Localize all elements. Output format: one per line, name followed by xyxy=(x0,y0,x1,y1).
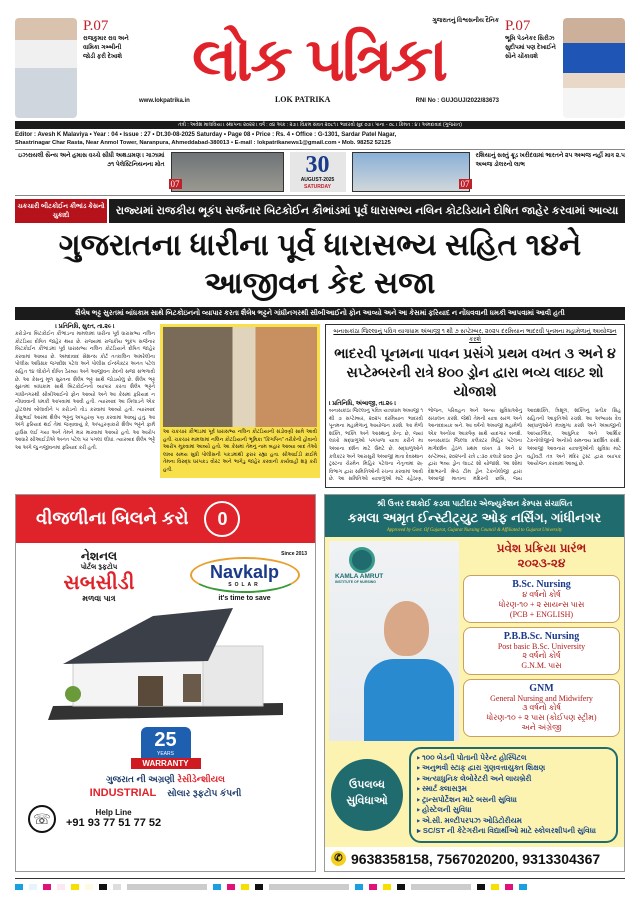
left-teaser[interactable] xyxy=(83,18,133,62)
kamla-logo-icon xyxy=(349,547,375,573)
facility-item: ▸ સ્માર્ટ ક્લાસરૂમ xyxy=(417,784,467,794)
text-line: હોસ્ટેલની સુવિધા xyxy=(421,805,472,815)
lead-text-column xyxy=(15,324,155,453)
facility-item: ▸ અત્યાધુનિક લેબોરેટરી અને લાયબ્રેરી xyxy=(417,773,532,783)
facility-item: ▸ એ.સી. મલ્ટીપરપઝ ઓડિટોરીયમ xyxy=(417,815,522,825)
nurse-uniform xyxy=(364,659,454,741)
phone-numbers[interactable]: 9638358158, 7567020200, 9313304367 xyxy=(351,850,601,867)
since-label: Since 2013 xyxy=(281,550,307,557)
text-line: અને અંગ્રેજી xyxy=(521,722,562,732)
tag1b: રેસીડેન્શીયલ xyxy=(177,773,225,784)
lead-top xyxy=(15,199,625,223)
text-line: SC/ST ની કેટેગરીના વિદ્યાર્થીઓ માટે સ્કોલરશીપની સુવિધા xyxy=(422,826,596,836)
lead-kicker: ચકચારી બીટકોઈન કૌભાંડ કેસનો ચુકાદો xyxy=(15,199,107,223)
teaser-2-text[interactable]: રશિયાનું સસ્તું ક્રૂડ ખરીદવામાં ભારતને ૨૫ અબજ નહીં માત્ર ૨.૫ અબજ ડોલરનો લાભ xyxy=(475,153,625,168)
text-line: GNM xyxy=(529,682,554,694)
tag2b: સોલાર રૂફટોપ કંપની xyxy=(167,787,242,798)
lead-body: કરોડોના બિટકોઈન કૌભાંડના મામલામાં ધારીના પૂર્વ ધારાસભ્ય નલિન કોટડિયા દોષિત જાહેર થયા છે. રાજ્યમાં રાજકીય ભૂકંપ સર્જનાર બિટકોઈન કૌભાંડમાં પૂર્વ ધારાસભ્ય નલિન કોટડિયાને દોષિત જાહેર કરવામાં આવ્યા છે. અમદાવાદ સેશન્સ કોર્ટ તત્કાલિન અમરેલીના પોલીસ અધિક્ષક જગદીશ પટેલ અને પોલીસ ઈન્સ્પેક્ટર અનંત પટેલ સહિત ૧૪ લોકોને દોષિત ઠેરવ્યા અને આજીવન કેદની સજા સંભળાવી છે. આ કેસનું મૂળ સુરતના શૈલેષ ભટ્ટ સાથે જોડાયેલું છે. શૈલેષ ભટ્ટ સુરતમાં બાંધકામ સાથે બિટકોઈનનો વ્યાપાર કરતા શૈલેષ ભટ્ટને ગાંધીનગરથી સીબીઆઈનો ફોન આવ્યો અને આ કેસમાં ફરિયાદ ન નોંધવવાની ધમકી આપવામાં આવી હતી. ત્યારબાદ આ ખિલાડને એક હોટલમાં બોલાવીને ૫ કરોડનો તોડ કરવામાં આવ્યો હતો. ત્યારબાદ કેસુભાઈ આરમાં શૈલેષ ભટ્ટનું અપહરણ પણ કરવામાં આવ્યું હતું. આ અંગે ફરિયાદ થઈ તેમાં જણાવાયું કે, અપહરણકારો શૈલેષ ભટ્ટને ફાર્મ હાઉસ લઈ ગયા અને તેમને માર મારવામાં આવ્યો હતો. આ આરોપ આધારે સીઆઈડીએ અનંત પટેલ પર પગલાં લીધાં. ત્યારબાદ શૈલેષ ભટ્ટે આ અંગે જુ નજીવનમાં ફરિયાદ કરી હતી. xyxy=(15,331,155,451)
divider xyxy=(15,878,625,879)
text-line: ૪ વર્ષનો કોર્ષ xyxy=(522,589,561,599)
nursing-title: કમલા અમૃત ઈન્સ્ટીટ્યુટ ઓફ નર્સિંગ, ગાંધીનગર xyxy=(347,509,602,525)
kamla-logo xyxy=(329,541,459,590)
navkalp-logo xyxy=(190,557,300,593)
model-photo-right xyxy=(563,18,625,118)
text-line: અનુભવી સ્ટાફ દ્વારા ગુણવત્તાયુક્ત શિક્ષણ xyxy=(421,763,546,773)
name-english: LOK PATRIKA xyxy=(274,95,331,104)
logo-text-2: INSTITUTE OF NURSING xyxy=(335,579,377,584)
teaser-1-text[interactable]: ઇઝરાયલી સૈન્ય અને હમાસ વચ્ચે સીધી અથડામણ । ગાઝામાં ૭૧ પેલેસ્ટિનિયનના મોત xyxy=(18,153,165,168)
facility-item: ▸ SC/ST ની કેટેગરીના વિદ્યાર્થીઓ માટે સ્કોલરશીપની સુવિધા xyxy=(417,826,596,836)
tagline: ગુજરાતનું વિશ્વસનીય દૈનિક xyxy=(432,18,499,24)
story2-headline[interactable]: ભાદરવી પૂનમના પાવન પ્રસંગે પ્રથમ વખત ૩ અને ૪ સપ્ટેમ્બરની રાત્રે ૪૦૦ ડ્રોન દ્વારા ભવ્ય લાઇટ શો યોજાશે xyxy=(334,345,616,399)
masthead-center xyxy=(139,18,499,104)
text-line: Post basic B.Sc. University xyxy=(497,641,586,651)
course-gnm xyxy=(463,679,620,737)
story2-dateline: । પ્રતિનિધિ, અંબાજી, તા.૨૯ । xyxy=(329,401,397,407)
model-photo-left xyxy=(15,18,77,118)
nursing-phones[interactable] xyxy=(325,847,624,871)
teaser-1-image[interactable] xyxy=(171,152,284,192)
text-line: ૩ વર્ષનો કોર્ષ xyxy=(522,702,561,712)
text-line: General Nursing and Midwifery xyxy=(490,693,593,703)
warranty-badge xyxy=(131,727,201,769)
text-line: ૧૦૦ બેડની પોતાની પેરેન્ટ હોસ્પિટલ xyxy=(421,752,527,762)
subsidy-line1: નેશનલ xyxy=(80,548,118,563)
teaser-2-image[interactable] xyxy=(352,152,470,192)
text-line: ધોરણ-૧૦ + ૨ પાસ (કોઈપણ સ્ટ્રીમ) xyxy=(486,712,597,722)
text-line: ૨ વર્ષનો કોર્ષ xyxy=(522,650,561,660)
text-line: ધોરણ-૧૦ + ૨ સાયન્સ પાસ xyxy=(498,599,585,609)
phone-icon: ☏ xyxy=(28,805,56,833)
stories-row xyxy=(15,324,625,488)
text-line: (PCB + ENGLISH) xyxy=(509,609,574,619)
nursing-approved: Approved by Govt. Of Gujarat, Gujarat Nursing Council & Affiliated to Gujarat University xyxy=(386,527,563,533)
text-line: એ.સી. મલ્ટીપરપઝ ઓડિટોરીયમ xyxy=(421,815,522,825)
nursing-main xyxy=(325,537,624,745)
divider xyxy=(15,195,625,196)
nurse-face xyxy=(384,601,429,656)
right-teaser-page[interactable]: P.07 xyxy=(505,18,531,34)
left-teaser-text[interactable]: રાજકુમાર રાવ અને વામિકા ગબ્બીની જોડી ફરી દેખાશે xyxy=(83,36,129,60)
admission-block xyxy=(463,541,620,571)
nurse-photo xyxy=(329,541,459,741)
ads-row xyxy=(15,494,625,872)
teaser-2-page[interactable]: 07 xyxy=(460,179,470,189)
admission-year: ૨૦૨૩-૨૪ xyxy=(517,555,566,570)
right-teaser-text[interactable]: ભૂમિ પેડનેકર સિરીઝ સુદીપમાં પણ દેખાઈને સૌને ચોંકાવશે xyxy=(505,36,556,60)
solar-banner xyxy=(16,495,315,543)
right-teaser[interactable] xyxy=(505,18,557,62)
logo-text-1: KAMLA AMRUT xyxy=(335,572,384,580)
editor-line-1: Editor : Avesh K Malaviya • Year : 04 • Issue : 27 • Dt.30-08-2025 Saturday • Page 08 • Price : Rs. 4 • Office : G-1301, Sardar Patel Nagar, xyxy=(15,132,397,138)
masthead xyxy=(15,0,625,118)
rni-number: RNI No : GUJGUJ/2022/83673 xyxy=(415,98,499,104)
nursing-ad[interactable] xyxy=(324,494,625,872)
helpline-row xyxy=(16,799,315,839)
solar-banner-text: વીજળીના બિલને કરો xyxy=(36,508,189,529)
helpline-label: Help Line xyxy=(95,808,132,818)
brand-sub: SOLAR xyxy=(228,581,261,588)
facility-item: ▸ ૧૦૦ બેડની પોતાની પેરેન્ટ હોસ્પિટલ xyxy=(417,752,527,762)
facility-item: ▸ ટ્રાન્સપોર્ટેશન માટે બસની સુવિધા xyxy=(417,794,517,804)
solar-house-image xyxy=(43,608,288,723)
lead-headline[interactable]: ગુજરાતના ધારીના પૂર્વ ધારાસભ્ય સહિત ૧૪ને આજીવન કેદ સજા xyxy=(58,229,582,300)
subsidy-line2: પોર્ટલ રૂફટોપ xyxy=(80,563,118,571)
teaser-1-page[interactable]: 07 xyxy=(170,179,180,189)
facility-item: ▸ હોસ્ટેલની સુવિધા xyxy=(417,805,472,815)
courses-column xyxy=(463,541,620,741)
left-teaser-page[interactable]: P.07 xyxy=(83,18,109,34)
nursing-top: શ્રી ઉત્તર દશકોઈ કડવા પાટીદાર એજ્યુકેશન કેમ્પસ સંચાલિત xyxy=(376,498,573,508)
lead-photo-caption: આ ચકચાર કૌભાંડમાં પૂર્વ ધારાસભ્ય નલિન કોટડિયાની સંડોવણી સામે આવી હતી. ચકચાર મામલામાં નલિન કોટડિયાની ભૂમિકા "કિંગપિન" તરીકેની હોવાનો આરોપ મૂકવામાં આવ્યો હતો. આ કેસમાં તેમનું નામ બહાર આવ્યા બાદ તેઓ લાંબા સમય સુધી પોલીસની પકડમાંથી ફરાર રહ્યા હતા. સીઆઈડી ક્રાઈમે તેમના વિરુદ્ધ ધરપકડ વોરંટ અને ભાગેડુ જાહેર કરવાની કાર્યવાહી શરૂ કરી હતી. xyxy=(163,429,317,473)
lead-dateline: । પ્રતિનિધિ, સુરત, તા.૨૯ । xyxy=(55,324,115,330)
slogan: it's time to save xyxy=(218,594,271,602)
story2-body: બનાસકાંઠા જિલ્લાનું પવિત્ર યાત્રાધામ અંબાજી ૧ થી ૭ સપ્ટેમ્બર, ૨૦૨૫ દરમિયાન ભાદરવી પૂનમના મહામેળાનું આયોજન કરશે. આ મેળો શક્તિ, ભક્તિ અને આસ્થાનું કેન્દ્ર છે, જ્યાં લાખો શ્રદ્ધાળુઓ પગપાળા યાત્રા કરીને મા અંબાના દર્શન માટે ઉમટે છે. શ્રદ્ધાળુઓને કલેક્ટર અને આરાસુરી અંબાજી માતા દેવસ્થાન ટ્રસ્ટના ચેરમેન મિહિર પટેલના નેતૃત્વમાં ૨૯ વિભાગ દ્વારા સમિતિઓની રચના કરવામાં આવી છે. આ સમિતિઓ યાત્રાળુઓ માટે રહેઠાણ, ભોજન, પરિવહન અને અન્ય સુવિધાઓનું સંચાલન કરશે. જેથી તેમની યાત્રા સરળ અને આનંદદાયક બને. આ વર્ષનો અંબાજી મહામેળો એક અનોખા આકર્ષણ સાથે યાદગાર બનશે. બનાસકાંઠા જિલ્લા કલેક્ટર મિહિર પટેલના માર્ગદર્શન હેઠળ પ્રથમ વખત ૩ અને ૪ સપ્ટેમ્બર, ૨૦૨૫ની રાત્રે ૮:૩૦ કલાકે ૪૦૦ ડ્રોન દ્વારા ભવ્ય ડ્રોન લાઇટ શો યોજાશે. આ શોમાં દેશભરની શ્રેષ્ઠ ટીમ ડ્રોન ટેકનોલોજી દ્વારા અંબાજી માતાના મંદિરની છબિ, જય આદ્યશક્તિ, ત્રિશૂળ, શક્તિનું પ્રતીક સિંહ સહિતની આકૃતિઓ રચશે. આ અભ્યાસ દેવ શ્રદ્ધાળુઓને મંત્રમુગ્ધ કરશે અને અંબાજીની આધ્યાત્મિક, આધુનિક અને આર્થિક ટેકનોલોજીનો અનોખો સમન્વય પ્રદર્શિત કરશે. અંબાજી આવનારા યાત્રાળુઓની સુવિધા માટે વહીવટી તંત્ર અને મંદિર ટ્રસ્ટ દ્વારા વ્યાપક આયોજન કરવામાં આવ્યું છે. xyxy=(329,408,621,483)
date-day: 30 xyxy=(305,152,330,178)
subsidy-line4: મળવા પાત્ર xyxy=(82,593,116,603)
brand-name: Navkalp xyxy=(209,561,280,582)
facility-item: ▸ અનુભવી સ્ટાફ દ્વારા ગુણવત્તાયુક્ત શિક્ષણ xyxy=(417,763,546,773)
lead-strap[interactable]: રાજ્યમાં રાજકીય ભૂકંપ સર્જનાર બિટકોઈન કૌભાંડમાં પૂર્વ ધારાસભ્ય નલિન કોટડિયાને દોષિત જાહેર કરવામાં આવ્યા xyxy=(109,199,625,223)
zero-icon: 0 xyxy=(204,501,240,537)
divider xyxy=(15,149,625,150)
facilities-row xyxy=(325,745,624,847)
lead-photo xyxy=(163,327,317,427)
subsidy-block xyxy=(24,549,174,604)
story-ambaji xyxy=(325,324,625,488)
solar-top xyxy=(16,543,315,604)
info-bar: તંત્રી : અવેશ માલવિયા । સ્થાપના ૨૦૨૨ । વર્ષ : ૦૪ અંક : ૨૭ । વિક્રમ સંવત ૨૦૮૧ । ભાદરવો સુદ ૦૭ । પાના - ૦૮ । કિંમત : ૪ । અમદાવાદ (ગુજરાત) xyxy=(15,121,625,129)
facilities-list xyxy=(409,747,618,843)
text-line: G.N.M. પાસ xyxy=(521,660,562,670)
phone-icon: ✆ xyxy=(331,851,346,866)
date-box xyxy=(290,152,346,192)
facilities-badge: ઉપલબ્ધ સુવિધાઓ xyxy=(331,759,403,831)
nursing-header xyxy=(325,495,624,537)
tagline-1 xyxy=(16,774,315,785)
story2-kicker: બનાસકાંઠા જિલ્લાનું પવિત્ર યાત્રાધામ અંબાજી ૧ થી ૭ સપ્ટેમ્બર, ૨૦૨૫ દરમિયાન ભાદરવી પૂનમના મહામેળાનું આયોજન કરશે xyxy=(333,329,617,343)
warranty-number: 25 xyxy=(154,728,177,751)
solar-ad[interactable] xyxy=(15,494,316,872)
warranty-ribbon: WARRANTY xyxy=(131,758,201,769)
date-month: AUGUST-2025 xyxy=(300,177,335,183)
text-line: B.Sc. Nursing xyxy=(512,578,571,590)
brand-block xyxy=(182,551,307,602)
warranty-years: YEARS xyxy=(157,750,174,757)
lead-subline: શૈલેષ ભટ્ટ સુરતમાં બાંધકામ સાથે બિટકોઇનનો વ્યાપાર કરતા શૈલેષ ભટ્ટને ગાંધીનગરથી સીબીઆઈનો ફોન આવ્યો અને આ કેસમાં ફરિયાદ ન નોંધવવાની ધમકી આપવામાં આવી હતી xyxy=(15,307,625,320)
color-registration-marks xyxy=(15,884,625,890)
text-line: અત્યાધુનિક લેબોરેટરી અને લાયબ્રેરી xyxy=(421,773,532,783)
tag2a: INDUSTRIAL xyxy=(89,786,157,799)
text-line: સ્માર્ટ ક્લાસરૂમ xyxy=(421,784,467,794)
tag1a: ગુજરાત ની અગ્રણી xyxy=(106,773,178,784)
tagline-2 xyxy=(16,787,315,799)
subsidy-line3: સબસીડી xyxy=(63,571,135,594)
course-bsc xyxy=(463,575,620,623)
text-line: P.B.B.Sc. Nursing xyxy=(503,630,580,642)
teaser-row xyxy=(15,152,625,192)
course-pbbsc xyxy=(463,627,620,675)
admission-title: પ્રવેશ પ્રક્રિયા પ્રારંભ xyxy=(496,540,587,555)
website[interactable]: www.lokpatrika.in xyxy=(139,98,190,104)
newspaper-logo: લોક પત્રિકા xyxy=(192,26,446,93)
date-weekday: SATURDAY xyxy=(304,184,331,190)
lead-photo-box xyxy=(160,324,320,478)
helpline-number[interactable]: +91 93 77 51 77 52 xyxy=(66,817,162,830)
text-line: ટ્રાન્સપોર્ટેશન માટે બસની સુવિધા xyxy=(421,794,517,804)
editor-line-2: Shastrinagar Char Rasta, Near Anmol Tower, Naranpura, Ahmeddabad-380013 • E-mail : lokpatrikanews1@gmail.com • Mob. 98252 52125 xyxy=(15,140,391,146)
